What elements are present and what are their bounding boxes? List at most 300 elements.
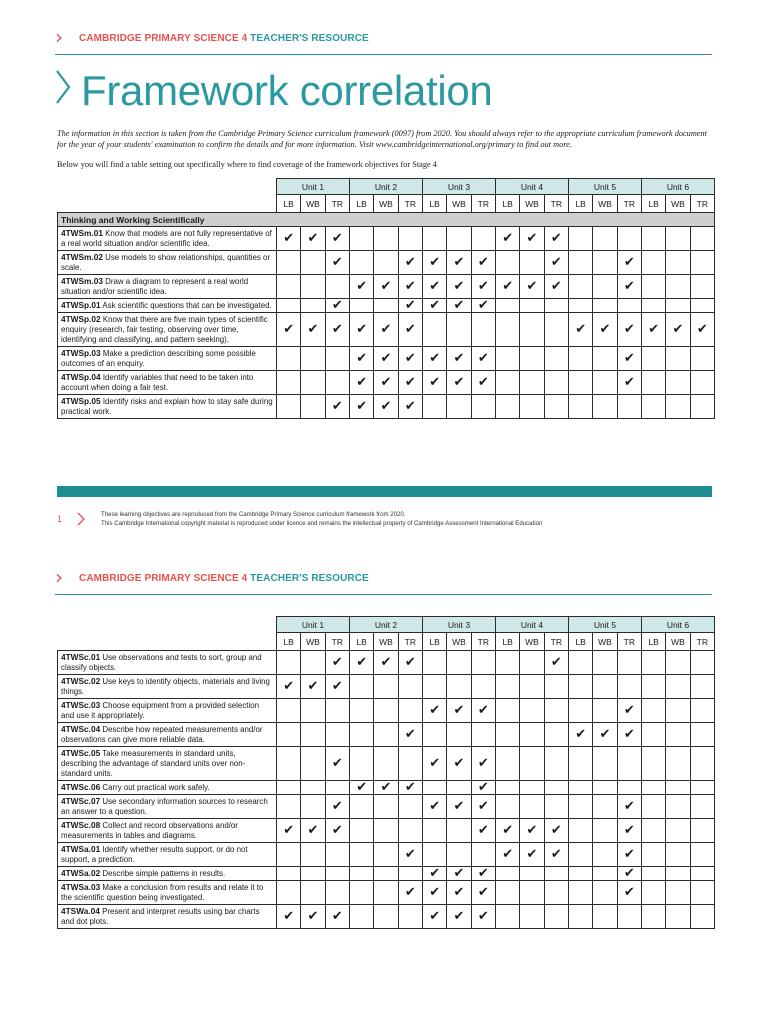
check-mark-icon: ✔	[423, 881, 447, 905]
empty-cell	[642, 819, 666, 843]
empty-cell	[569, 699, 593, 723]
empty-cell	[642, 843, 666, 867]
empty-cell	[617, 905, 641, 929]
empty-cell	[325, 881, 349, 905]
objective-text: Use secondary information sources to research an answer to a question.	[61, 797, 268, 816]
check-mark-icon: ✔	[325, 313, 349, 347]
empty-cell	[350, 819, 374, 843]
resource-subheader: LB	[277, 633, 301, 651]
empty-cell	[277, 699, 301, 723]
check-mark-icon: ✔	[325, 227, 349, 251]
check-mark-icon: ✔	[544, 819, 568, 843]
check-mark-icon: ✔	[325, 299, 349, 313]
empty-cell	[642, 781, 666, 795]
check-mark-icon: ✔	[301, 819, 325, 843]
empty-cell	[350, 699, 374, 723]
empty-cell	[666, 275, 690, 299]
objective-code: 4TWSp.01	[61, 300, 101, 310]
empty-cell	[690, 347, 714, 371]
check-mark-icon: ✔	[569, 723, 593, 747]
empty-cell	[520, 371, 544, 395]
check-mark-icon: ✔	[471, 275, 495, 299]
empty-cell	[350, 905, 374, 929]
empty-cell	[642, 905, 666, 929]
empty-cell	[496, 881, 520, 905]
resource-subheader: TR	[690, 195, 714, 213]
empty-cell	[666, 299, 690, 313]
check-mark-icon: ✔	[471, 867, 495, 881]
objective-description	[58, 395, 277, 419]
empty-cell	[666, 371, 690, 395]
footer-line: These learning objectives are reproduced from the Cambridge Primary Science curriculum framework from 2020.	[101, 511, 406, 518]
empty-cell	[350, 723, 374, 747]
check-mark-icon: ✔	[423, 795, 447, 819]
unit-header: Unit 6	[642, 179, 715, 195]
objective-code: 4TWSp.04	[61, 372, 101, 382]
empty-cell	[447, 227, 471, 251]
empty-cell	[569, 843, 593, 867]
empty-cell	[642, 699, 666, 723]
empty-cell	[277, 843, 301, 867]
check-mark-icon: ✔	[398, 313, 422, 347]
empty-cell	[447, 819, 471, 843]
check-mark-icon: ✔	[447, 275, 471, 299]
framework-table-1	[57, 178, 715, 419]
check-mark-icon: ✔	[398, 781, 422, 795]
empty-cell	[569, 251, 593, 275]
empty-cell	[666, 651, 690, 675]
objective-code: 4TWSc.07	[61, 796, 101, 806]
objective-description	[58, 795, 277, 819]
empty-cell	[593, 651, 617, 675]
empty-cell	[301, 651, 325, 675]
empty-cell	[642, 371, 666, 395]
empty-cell	[277, 881, 301, 905]
empty-cell	[617, 675, 641, 699]
empty-cell	[666, 795, 690, 819]
check-mark-icon: ✔	[471, 905, 495, 929]
empty-cell	[374, 299, 398, 313]
empty-cell	[690, 227, 714, 251]
objective-text: Ask scientific questions that can be investigated.	[100, 301, 272, 310]
empty-cell	[593, 299, 617, 313]
empty-cell	[690, 843, 714, 867]
empty-cell	[642, 299, 666, 313]
empty-cell	[496, 795, 520, 819]
check-mark-icon: ✔	[374, 313, 398, 347]
table-row	[58, 299, 715, 313]
objective-text: Know that models are not fully representative of a real world situation and/or scientific idea.	[61, 229, 272, 248]
table-row	[58, 347, 715, 371]
empty-cell	[642, 227, 666, 251]
objective-code: 4TWSc.06	[61, 782, 101, 792]
objective-text: Know that there are five main types of scientific enquiry (research, fair testing, observing over time, identifying and classifying, and pattern seeking).	[61, 315, 268, 344]
check-mark-icon: ✔	[423, 905, 447, 929]
empty-cell	[520, 313, 544, 347]
objective-code: 4TWSc.05	[61, 748, 101, 758]
resource-subheader: LB	[277, 195, 301, 213]
empty-cell	[496, 251, 520, 275]
empty-cell	[617, 299, 641, 313]
empty-cell	[350, 795, 374, 819]
table-corner	[58, 195, 277, 213]
empty-cell	[593, 843, 617, 867]
empty-cell	[569, 795, 593, 819]
check-mark-icon: ✔	[374, 395, 398, 419]
check-mark-icon: ✔	[398, 395, 422, 419]
empty-cell	[690, 795, 714, 819]
empty-cell	[374, 843, 398, 867]
empty-cell	[666, 347, 690, 371]
check-mark-icon: ✔	[447, 905, 471, 929]
empty-cell	[544, 881, 568, 905]
empty-cell	[398, 747, 422, 781]
empty-cell	[690, 781, 714, 795]
unit-header: Unit 4	[496, 179, 569, 195]
objective-description	[58, 867, 277, 881]
resource-subheader: WB	[447, 633, 471, 651]
empty-cell	[301, 843, 325, 867]
check-mark-icon: ✔	[520, 819, 544, 843]
check-mark-icon: ✔	[277, 227, 301, 251]
check-mark-icon: ✔	[471, 699, 495, 723]
empty-cell	[277, 371, 301, 395]
check-mark-icon: ✔	[350, 395, 374, 419]
empty-cell	[666, 227, 690, 251]
check-mark-icon: ✔	[520, 275, 544, 299]
objective-description	[58, 371, 277, 395]
resource-subheader: TR	[617, 195, 641, 213]
empty-cell	[447, 313, 471, 347]
empty-cell	[325, 347, 349, 371]
check-mark-icon: ✔	[423, 299, 447, 313]
table-row	[58, 723, 715, 747]
empty-cell	[520, 699, 544, 723]
empty-cell	[520, 651, 544, 675]
empty-cell	[496, 371, 520, 395]
empty-cell	[374, 881, 398, 905]
empty-cell	[520, 299, 544, 313]
empty-cell	[496, 699, 520, 723]
resource-subheader: TR	[398, 633, 422, 651]
table-row	[58, 843, 715, 867]
empty-cell	[496, 313, 520, 347]
empty-cell	[544, 905, 568, 929]
empty-cell	[277, 747, 301, 781]
check-mark-icon: ✔	[520, 843, 544, 867]
resource-subheader: LB	[350, 195, 374, 213]
check-mark-icon: ✔	[325, 819, 349, 843]
empty-cell	[520, 347, 544, 371]
objective-description	[58, 299, 277, 313]
empty-cell	[520, 747, 544, 781]
check-mark-icon: ✔	[642, 313, 666, 347]
empty-cell	[350, 675, 374, 699]
check-mark-icon: ✔	[471, 795, 495, 819]
check-mark-icon: ✔	[350, 275, 374, 299]
empty-cell	[374, 747, 398, 781]
check-mark-icon: ✔	[325, 905, 349, 929]
empty-cell	[277, 651, 301, 675]
resource-subheader: TR	[471, 633, 495, 651]
empty-cell	[642, 251, 666, 275]
empty-cell	[690, 675, 714, 699]
check-mark-icon: ✔	[617, 313, 641, 347]
empty-cell	[423, 781, 447, 795]
empty-cell	[301, 347, 325, 371]
empty-cell	[374, 227, 398, 251]
empty-cell	[398, 795, 422, 819]
check-mark-icon: ✔	[471, 881, 495, 905]
empty-cell	[520, 781, 544, 795]
empty-cell	[374, 699, 398, 723]
chevron-right-icon: ›	[55, 25, 63, 49]
table-row	[58, 675, 715, 699]
empty-cell	[374, 819, 398, 843]
check-mark-icon: ✔	[471, 819, 495, 843]
check-mark-icon: ✔	[374, 275, 398, 299]
empty-cell	[593, 867, 617, 881]
empty-cell	[569, 651, 593, 675]
empty-cell	[666, 781, 690, 795]
check-mark-icon: ✔	[398, 347, 422, 371]
empty-cell	[690, 881, 714, 905]
empty-cell	[666, 699, 690, 723]
objective-description	[58, 347, 277, 371]
empty-cell	[666, 867, 690, 881]
empty-cell	[277, 723, 301, 747]
check-mark-icon: ✔	[496, 843, 520, 867]
unit-header: Unit 1	[277, 617, 350, 633]
empty-cell	[398, 905, 422, 929]
empty-cell	[471, 313, 495, 347]
empty-cell	[593, 347, 617, 371]
check-mark-icon: ✔	[447, 699, 471, 723]
empty-cell	[690, 275, 714, 299]
objective-text: Draw a diagram to represent a real world situation and/or scientific idea.	[61, 277, 249, 296]
objective-code: 4TWSm.02	[61, 252, 103, 262]
check-mark-icon: ✔	[617, 347, 641, 371]
resource-subheader: WB	[447, 195, 471, 213]
objective-description	[58, 699, 277, 723]
resource-subheader: WB	[593, 195, 617, 213]
resource-subheader: WB	[374, 633, 398, 651]
check-mark-icon: ✔	[617, 881, 641, 905]
resource-subheader: LB	[496, 195, 520, 213]
empty-cell	[277, 867, 301, 881]
resource-subheader: WB	[301, 195, 325, 213]
objective-text: Identify risks and explain how to stay safe during practical work.	[61, 397, 273, 416]
empty-cell	[593, 795, 617, 819]
empty-cell	[666, 843, 690, 867]
check-mark-icon: ✔	[617, 275, 641, 299]
empty-cell	[544, 747, 568, 781]
empty-cell	[690, 819, 714, 843]
resource-subheader: LB	[496, 633, 520, 651]
empty-cell	[617, 651, 641, 675]
table-corner	[58, 617, 277, 633]
unit-header: Unit 6	[642, 617, 715, 633]
check-mark-icon: ✔	[569, 313, 593, 347]
empty-cell	[423, 395, 447, 419]
objective-code: 4TWSc.01	[61, 652, 101, 662]
empty-cell	[374, 251, 398, 275]
resource-subheader: LB	[350, 633, 374, 651]
check-mark-icon: ✔	[617, 371, 641, 395]
check-mark-icon: ✔	[350, 781, 374, 795]
empty-cell	[593, 747, 617, 781]
empty-cell	[325, 699, 349, 723]
empty-cell	[666, 723, 690, 747]
empty-cell	[374, 675, 398, 699]
empty-cell	[544, 699, 568, 723]
check-mark-icon: ✔	[423, 251, 447, 275]
objective-text: Collect and record observations and/or measurements in tables and diagrams.	[61, 821, 238, 840]
check-mark-icon: ✔	[496, 819, 520, 843]
empty-cell	[642, 867, 666, 881]
empty-cell	[496, 781, 520, 795]
check-mark-icon: ✔	[423, 371, 447, 395]
empty-cell	[642, 675, 666, 699]
check-mark-icon: ✔	[325, 395, 349, 419]
empty-cell	[520, 867, 544, 881]
objective-description	[58, 275, 277, 299]
objective-code: 4TWSa.03	[61, 882, 101, 892]
empty-cell	[277, 781, 301, 795]
check-mark-icon: ✔	[471, 371, 495, 395]
empty-cell	[690, 867, 714, 881]
framework-table-2	[57, 616, 715, 929]
empty-cell	[569, 819, 593, 843]
objective-text: Identify variables that need to be taken into account when doing a fair test.	[61, 373, 254, 392]
empty-cell	[423, 651, 447, 675]
unit-header: Unit 5	[569, 179, 642, 195]
objective-description	[58, 781, 277, 795]
running-header	[55, 565, 712, 595]
empty-cell	[666, 905, 690, 929]
check-mark-icon: ✔	[325, 251, 349, 275]
empty-cell	[642, 795, 666, 819]
objective-description	[58, 651, 277, 675]
empty-cell	[447, 675, 471, 699]
empty-cell	[593, 371, 617, 395]
check-mark-icon: ✔	[301, 227, 325, 251]
empty-cell	[666, 881, 690, 905]
check-mark-icon: ✔	[398, 651, 422, 675]
header-resource: TEACHER'S RESOURCE	[250, 33, 369, 44]
resource-subheader: LB	[569, 633, 593, 651]
resource-subheader: WB	[520, 633, 544, 651]
empty-cell	[520, 675, 544, 699]
empty-cell	[593, 699, 617, 723]
table-row	[58, 275, 715, 299]
empty-cell	[593, 227, 617, 251]
objective-code: 4TWSc.03	[61, 700, 101, 710]
empty-cell	[301, 781, 325, 795]
check-mark-icon: ✔	[325, 675, 349, 699]
empty-cell	[301, 299, 325, 313]
unit-header: Unit 3	[423, 179, 496, 195]
empty-cell	[544, 723, 568, 747]
objective-code: 4TWSp.02	[61, 314, 101, 324]
objective-text: Carry out practical work safely.	[100, 783, 210, 792]
empty-cell	[617, 395, 641, 419]
empty-cell	[642, 651, 666, 675]
empty-cell	[374, 723, 398, 747]
check-mark-icon: ✔	[325, 795, 349, 819]
empty-cell	[447, 781, 471, 795]
copyright-footer	[101, 511, 711, 528]
table-row	[58, 747, 715, 781]
objective-text: Identify whether results support, or do not support, a prediction.	[61, 845, 248, 864]
check-mark-icon: ✔	[471, 299, 495, 313]
empty-cell	[350, 747, 374, 781]
check-mark-icon: ✔	[617, 795, 641, 819]
resource-subheader: TR	[325, 633, 349, 651]
empty-cell	[544, 675, 568, 699]
empty-cell	[471, 395, 495, 419]
empty-cell	[301, 723, 325, 747]
check-mark-icon: ✔	[398, 371, 422, 395]
objective-code: 4TWSc.04	[61, 724, 101, 734]
empty-cell	[350, 299, 374, 313]
check-mark-icon: ✔	[350, 313, 374, 347]
empty-cell	[423, 227, 447, 251]
empty-cell	[447, 651, 471, 675]
check-mark-icon: ✔	[447, 747, 471, 781]
check-mark-icon: ✔	[277, 313, 301, 347]
objective-text: Choose equipment from a provided selection and use it appropriately.	[61, 701, 259, 720]
empty-cell	[301, 251, 325, 275]
empty-cell	[447, 723, 471, 747]
objective-code: 4TWSp.03	[61, 348, 101, 358]
empty-cell	[666, 747, 690, 781]
chevron-right-icon	[55, 69, 71, 105]
table-corner	[58, 633, 277, 651]
check-mark-icon: ✔	[398, 723, 422, 747]
objective-description	[58, 819, 277, 843]
empty-cell	[325, 275, 349, 299]
check-mark-icon: ✔	[423, 747, 447, 781]
check-mark-icon: ✔	[617, 723, 641, 747]
check-mark-icon: ✔	[544, 227, 568, 251]
check-mark-icon: ✔	[350, 347, 374, 371]
empty-cell	[569, 905, 593, 929]
resource-subheader: WB	[520, 195, 544, 213]
objective-code: 4TWSm.03	[61, 276, 103, 286]
table-row	[58, 795, 715, 819]
empty-cell	[301, 371, 325, 395]
running-header	[55, 25, 712, 55]
resource-subheader: TR	[471, 195, 495, 213]
check-mark-icon: ✔	[423, 699, 447, 723]
table-row	[58, 781, 715, 795]
objective-description	[58, 843, 277, 867]
resource-subheader: LB	[642, 633, 666, 651]
unit-header: Unit 1	[277, 179, 350, 195]
check-mark-icon: ✔	[398, 843, 422, 867]
empty-cell	[350, 867, 374, 881]
chevron-right-icon: ›	[55, 565, 63, 589]
check-mark-icon: ✔	[447, 299, 471, 313]
objective-code: 4TWSa.01	[61, 844, 101, 854]
footer-line: This Cambridge International copyright material is reproduced under licence and remains the intellectual property of Cambridge Assessment International Education	[101, 519, 543, 527]
empty-cell	[277, 299, 301, 313]
resource-subheader: WB	[666, 195, 690, 213]
empty-cell	[398, 699, 422, 723]
check-mark-icon: ✔	[374, 651, 398, 675]
check-mark-icon: ✔	[423, 867, 447, 881]
